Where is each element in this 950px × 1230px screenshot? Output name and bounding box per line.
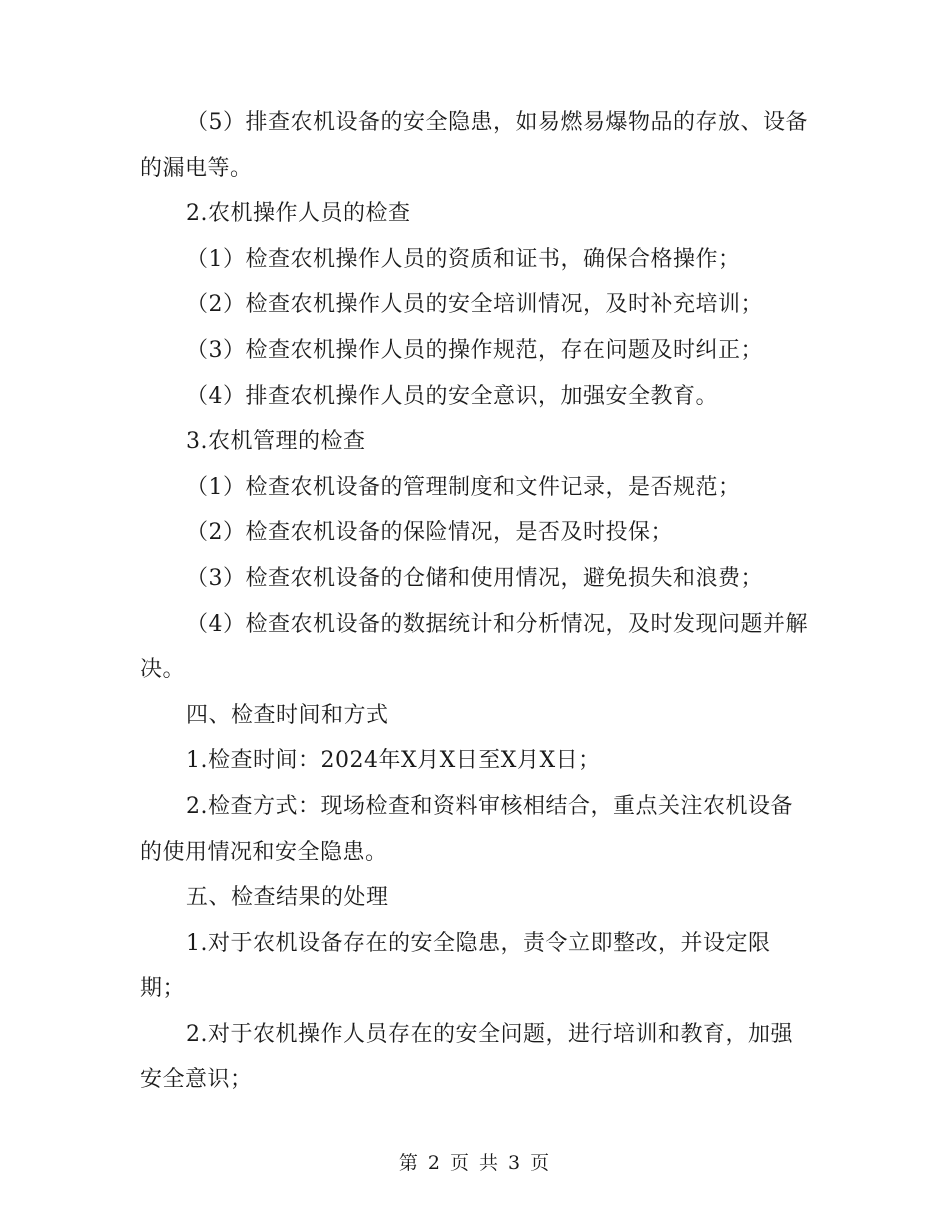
paragraph-inspection-method: 2.检查方式：现场检查和资料审核相结合，重点关注农机设备的使用情况和安全隐患。 <box>140 793 793 865</box>
paragraph-management-statistics: （4）检查农机设备的数据统计和分析情况，及时发现问题并解决。 <box>140 611 808 683</box>
heading-time-and-method: 四、检查时间和方式 <box>186 702 389 728</box>
heading-result-handling: 五、检查结果的处理 <box>186 885 389 911</box>
paragraph-operator-standards: （3）检查农机操作人员的操作规范，存在问题及时纠正； <box>186 337 763 363</box>
heading-management-inspection: 3.农机管理的检查 <box>186 429 366 455</box>
paragraph-equipment-hazards: （5）排查农机设备的安全隐患，如易燃易爆物品的存放、设备的漏电等。 <box>140 110 808 181</box>
paragraph-management-records: （1）检查农机设备的管理制度和文件记录，是否规范； <box>186 474 741 500</box>
paragraph-management-insurance: （2）检查农机设备的保险情况，是否及时投保； <box>186 520 673 546</box>
paragraph-operator-training: （2）检查农机操作人员的安全培训情况，及时补充培训； <box>186 292 763 318</box>
paragraph-result-operators: 2.对于农机操作人员存在的安全问题，进行培训和教育，加强安全意识； <box>140 1021 793 1093</box>
heading-operator-inspection: 2.农机操作人员的检查 <box>186 201 411 227</box>
paragraph-result-equipment: 1.对于农机设备存在的安全隐患，责令立即整改，并设定限期； <box>140 930 771 1002</box>
document-body <box>140 100 810 1103</box>
paragraph-operator-qualification: （1）检查农机操作人员的资质和证书，确保合格操作； <box>186 246 741 272</box>
paragraph-management-storage: （3）检查农机设备的仓储和使用情况，避免损失和浪费； <box>186 565 763 591</box>
paragraph-operator-awareness: （4）排查农机操作人员的安全意识，加强安全教育。 <box>186 383 718 409</box>
paragraph-inspection-time: 1.检查时间：2024年X月X日至X月X日； <box>186 748 601 774</box>
page-number-footer: 第 2 页 共 3 页 <box>398 1152 552 1174</box>
